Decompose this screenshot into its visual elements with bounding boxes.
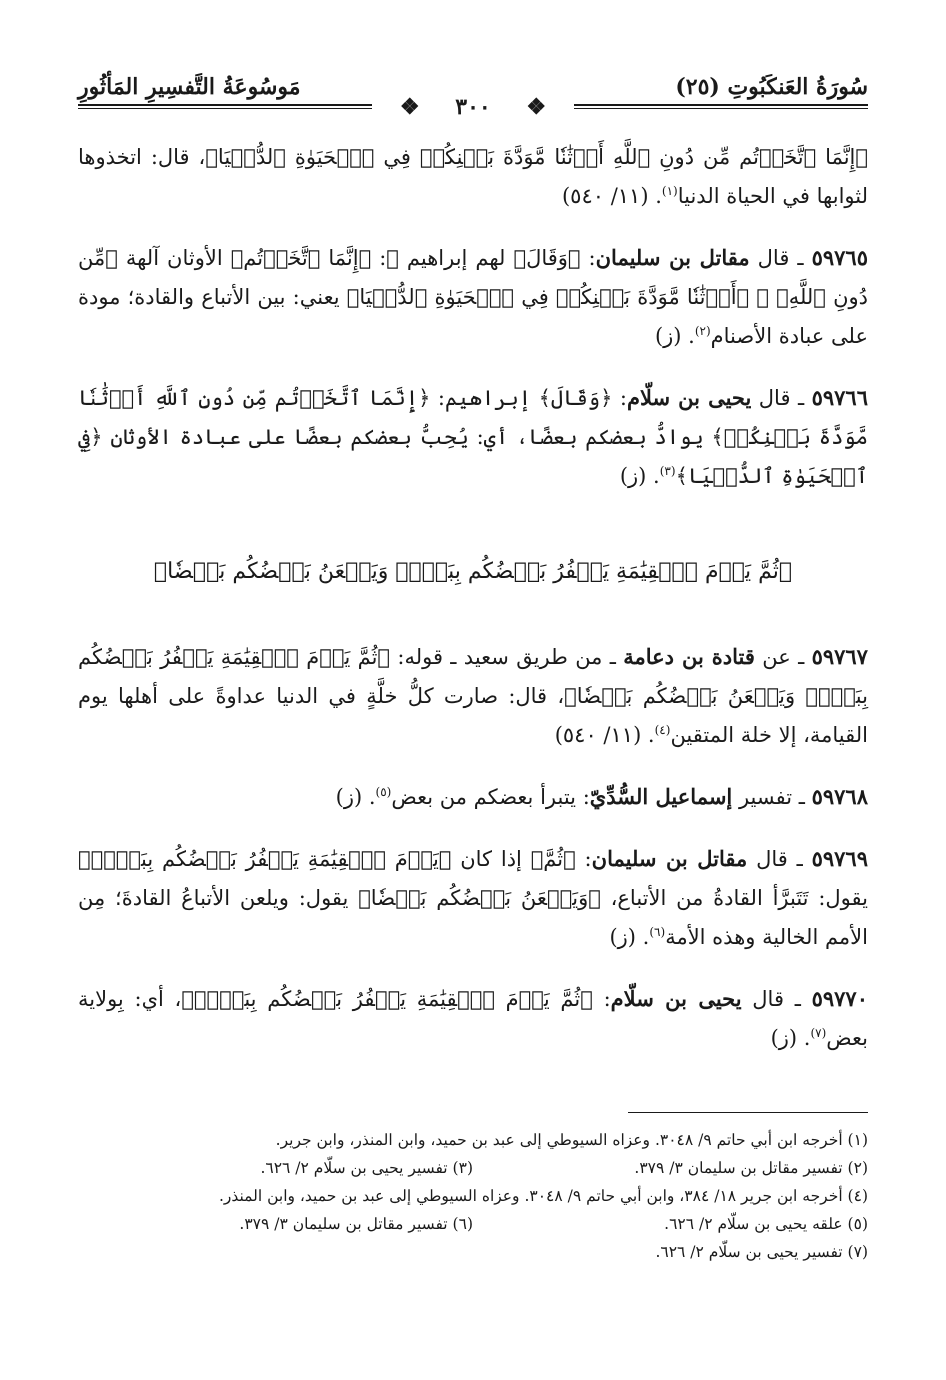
entry-reference: . (ز) [335, 785, 376, 809]
page-number-wrap [0, 94, 946, 120]
footnote-marker: (٤) [654, 723, 671, 737]
entry [78, 238, 868, 356]
footnote-marker: (٢) [694, 324, 711, 338]
footnote-marker: (٦) [649, 925, 666, 939]
narrator-name: مقاتل بن سليمان [595, 245, 750, 270]
entry-reference: . (ز) [619, 464, 660, 488]
surah-title: سُورَةُ العَنكَبُوتِ (٢٥) [675, 74, 868, 100]
entry-lead: ـ قال [747, 847, 803, 871]
ornament-icon: ❖ [386, 94, 434, 120]
narrator-name: يحيى بن سلّام [610, 986, 742, 1011]
main-text [78, 138, 868, 1080]
ornament-icon: ❖ [512, 94, 560, 120]
ayah-heading: ﴿ثُمَّ يَوۡمَ ٱلۡقِيَٰمَةِ يَكۡفُرُ بَعۡضُكُم بِبَعۡضٖ وَيَلۡعَنُ بَعۡضُكُم بَعۡضٗا﴾ [153, 559, 793, 584]
narrator-name: يحيى بن سلّام [626, 385, 752, 410]
page-number: ٣٠٠ [441, 94, 504, 120]
footnotes [78, 1126, 868, 1266]
entry-text: ـ من طريق سعيد ـ قوله: ﴿ثُمَّ يَوۡمَ ٱلۡقِيَٰمَةِ يَكۡفُرُ بَعۡضُكُم بِبَعۡضٖ وَيَلۡعَنُ بَعۡضُكُم بَعۡضٗا﴾، قال: صارت كلُّ خلَّةٍ في الدنيا عداوةً على أهلها يوم القيامة، إلا خلة المتقين [78, 645, 868, 747]
entry-text: ﴿إِنَّمَا ٱتَّخَذۡتُم مِّن دُونِ ٱللَّهِ أَوۡثَٰنٗا مَّوَدَّةَ بَيۡنِكُمۡ فِي ٱلۡحَيَوٰةِ ٱلدُّنۡيَا﴾، قال: اتخذوها لثوابها في الحياة الدنيا [78, 145, 868, 208]
footnote: (٤) أخرجه ابن جرير ١٨/ ٣٨٤، وابن أبي حاتم ٩/ ٣٠٤٨. وعزاه السيوطي إلى عبد بن حميد، وابن المنذر. [218, 1187, 868, 1205]
book-title: مَوسُوعَةُ التَّفسِيرِ المَأثُورِ [78, 74, 301, 100]
entry-lead: ـ قال [749, 246, 804, 270]
footnote-marker: (١) [661, 184, 678, 198]
entry-number: ٥٩٧٦٩ [811, 846, 868, 871]
footnote: (٢) تفسير مقاتل بن سليمان ٣/ ٣٧٩. [634, 1159, 868, 1177]
entry-lead: ـ قال [751, 386, 805, 410]
entry [78, 979, 868, 1058]
entry-number: ٥٩٧٦٦ [811, 385, 868, 410]
entry-text: : يتبرأ بعضكم من بعض [391, 785, 590, 809]
entry-reference: . (ز) [770, 1026, 811, 1050]
entry-number: ٥٩٧٧٠ [811, 986, 868, 1011]
footnote-rule [628, 1112, 868, 1113]
entry-number: ٥٩٧٦٥ [811, 245, 868, 270]
footnote: (٧) تفسير يحيى بن سلّام ٢/ ٦٢٦. [655, 1243, 868, 1261]
footnote-marker: (٣) [659, 464, 676, 478]
entry [78, 378, 868, 496]
entry-text: : ﴿وَقَالَ﴾ إبراهيم: ﴿إِنَّمَا ٱتَّخَذۡتُم مِّن دُونِ ٱللَّهِ أَوۡثَٰنٗا مَّوَدَّةَ بَيۡنِكُمۡ﴾ يوادُّ بعضكم بعضًا، أي: يُحِبُّ بعضكم بعضًا على عبادة الأوثان ﴿فِي ٱلۡحَيَوٰةِ ٱلدُّنۡيَا﴾ [78, 386, 868, 488]
entry-number: ٥٩٧٦٧ [811, 644, 868, 669]
entry-text: : ﴿وَقَالَ﴾ لهم إبراهيم ﵇: ﴿إِنَّمَا ٱتَّخَذۡتُم﴾ الأوثان آلهة ﴿مِّن دُونِ ٱللَّهِ﴾ ﷻ ﴿أَوۡثَٰنٗا مَّوَدَّةَ بَيۡنِكُمۡ فِي ٱلۡحَيَوٰةِ ٱلدُّنۡيَا﴾ يعني: بين الأتباع والقادة؛ مودة على عبادة الأصنام [78, 246, 868, 348]
entry-reference: . (ز) [609, 925, 650, 949]
entry-lead: ـ عن [754, 645, 805, 669]
footnote: (٥) علقه يحيى بن سلّام ٢/ ٦٢٦. [664, 1215, 868, 1233]
entry-lead: ـ قال [741, 987, 801, 1011]
footnote: (٦) تفسير مقاتل بن سليمان ٣/ ٣٧٩. [239, 1215, 473, 1233]
entry-text: : ﴿ثُمَّ﴾ إذا كان ﴿يَوۡمَ ٱلۡقِيَٰمَةِ يَكۡفُرُ بَعۡضُكُم بِبَعۡضٖ﴾ يقول: تَتَبرَّأ القادةُ من الأتباع، ﴿وَيَلۡعَنُ بَعۡضُكُم بَعۡضٗا﴾ يقول: ويلعن الأتباعُ القادةَ؛ مِن الأمم الخالية وهذه الأمة [78, 847, 868, 949]
entry [78, 839, 868, 957]
entry-reference: . (ز) [654, 324, 695, 348]
entry-text: : ﴿ثُمَّ يَوۡمَ ٱلۡقِيَٰمَةِ يَكۡفُرُ بَعۡضُكُم بِبَعۡضٖ﴾، أي: بِولاية بعض [78, 987, 868, 1050]
entry-number: ٥٩٧٦٨ [811, 784, 868, 809]
entry-lead: ـ تفسير [732, 785, 805, 809]
footnote: (١) أخرجه ابن أبي حاتم ٩/ ٣٠٤٨. وعزاه السيوطي إلى عبد بن حميد، وابن المنذر، وابن جرير. [275, 1131, 868, 1149]
footnote-row [78, 1154, 868, 1182]
entry [78, 637, 868, 755]
entry-continuation [78, 138, 868, 216]
footnote-marker: (٧) [810, 1026, 827, 1040]
entry [78, 777, 868, 817]
footnote-row [78, 1210, 868, 1238]
narrator-name: مقاتل بن سليمان [591, 846, 748, 871]
narrator-name: إسماعيل السُّدِّيّ [589, 784, 733, 809]
footnote: (٣) تفسير يحيى بن سلّام ٢/ ٦٢٦. [260, 1159, 473, 1177]
entry-reference: . (١١/ ٥٤٠) [554, 723, 655, 747]
entry-reference: . (١١/ ٥٤٠) [561, 184, 662, 208]
footnote-marker: (٥) [375, 785, 392, 799]
narrator-name: قتادة بن دعامة [623, 644, 755, 669]
